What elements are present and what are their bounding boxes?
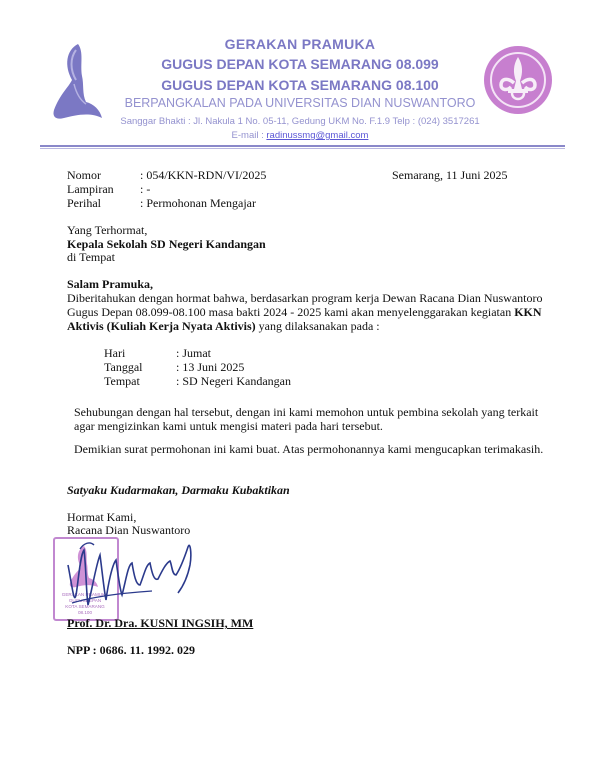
closing-regards: Hormat Kami, xyxy=(67,510,137,524)
recipient-name: Kepala Sekolah SD Negeri Kandangan xyxy=(67,237,266,251)
header-org: GERAKAN PRAMUKA xyxy=(224,36,376,52)
paragraph-3: Demikian surat permohonan ini kami buat. Atas permohonannya kami mengucapkan terimakasih. xyxy=(74,442,544,456)
header-address: Sanggar Bhakti : Jl. Nakula 1 No. 05-11, Gedung UKM No. F.1.9 Telp : (024) 3517261 xyxy=(120,116,480,127)
salam: Salam Pramuka, xyxy=(67,277,154,291)
paragraph-1-line-2 xyxy=(67,305,542,319)
handwritten-signature xyxy=(62,535,202,625)
paragraph-1-line-3 xyxy=(67,319,380,333)
header-divider-thin xyxy=(40,148,565,149)
motto: Satyaku Kudarmakan, Darmaku Kubaktikan xyxy=(67,483,290,497)
detail-place-value: : SD Negeri Kandangan xyxy=(176,374,291,388)
perihal-label: Perihal xyxy=(67,196,101,210)
paragraph-2-line-2: agar mengizinkan kami untuk mengisi materi pada hari tersebut. xyxy=(74,419,383,433)
stamp-text-line-2: GUGUSDEPAN xyxy=(68,598,102,603)
stamp-text-line-1: GERAKAN PRAMUKA xyxy=(61,592,109,597)
place-date: Semarang, 11 Juni 2025 xyxy=(392,168,508,182)
paragraph-1-line-2-text: Gugus Depan 08.099-08.100 masa bakti 2024 - 2025 kami akan menyelenggarakan kegiatan xyxy=(67,305,515,319)
signer-npp: NPP : 0686. 11. 1992. 029 xyxy=(67,643,195,657)
header-base: BERPANGKALAN PADA UNIVERSITAS DIAN NUSWANTORO xyxy=(124,96,476,110)
stamp-text-line-3: KOTA SEMARANG xyxy=(65,604,105,609)
pramuka-tunas-logo xyxy=(46,40,106,125)
paragraph-1-line-3-text: yang dilaksanakan pada : xyxy=(255,319,380,333)
header-unit-1: GUGUS DEPAN KOTA SEMARANG 08.099 xyxy=(161,56,439,72)
recipient-greeting: Yang Terhormat, xyxy=(67,223,148,237)
stamp-text-line-4: 08.100 xyxy=(77,610,93,615)
email-link[interactable]: radinussmg@gmail.com xyxy=(266,130,369,141)
nomor-value: : 054/KKN-RDN/VI/2025 xyxy=(140,168,267,182)
header-divider xyxy=(40,145,565,147)
paragraph-1-line-1: Diberitahukan dengan hormat bahwa, berdasarkan program kerja Dewan Racana Dian Nuswantoro xyxy=(67,291,543,305)
header-unit-2: GUGUS DEPAN KOTA SEMARANG 08.100 xyxy=(161,77,439,93)
lampiran-label: Lampiran xyxy=(67,182,114,196)
detail-date-label: Tanggal xyxy=(104,360,143,374)
closing-org: Racana Dian Nuswantoro xyxy=(67,523,191,537)
paragraph-2-line-1: Sehubungan dengan hal tersebut, dengan ini kami memohon untuk pembina sekolah yang terkait xyxy=(74,405,539,419)
email-label: E-mail : xyxy=(231,130,264,141)
nomor-label: Nomor xyxy=(67,168,101,182)
kkn-bold: KKN xyxy=(514,305,542,319)
signer-name: Prof. Dr. Dra. KUSNI INGSIH, MM xyxy=(67,616,254,630)
kkn-aktivis-bold: Aktivis (Kuliah Kerja Nyata Aktivis) xyxy=(67,319,256,333)
header-email-line xyxy=(100,130,500,141)
detail-date-value: : 13 Juni 2025 xyxy=(176,360,245,374)
detail-day-label: Hari xyxy=(104,346,126,360)
lampiran-value: : - xyxy=(140,182,151,196)
detail-day-value: : Jumat xyxy=(176,346,211,360)
recipient-location: di Tempat xyxy=(67,250,115,264)
detail-place-label: Tempat xyxy=(104,374,140,388)
perihal-value: : Permohonan Mengajar xyxy=(140,196,256,210)
